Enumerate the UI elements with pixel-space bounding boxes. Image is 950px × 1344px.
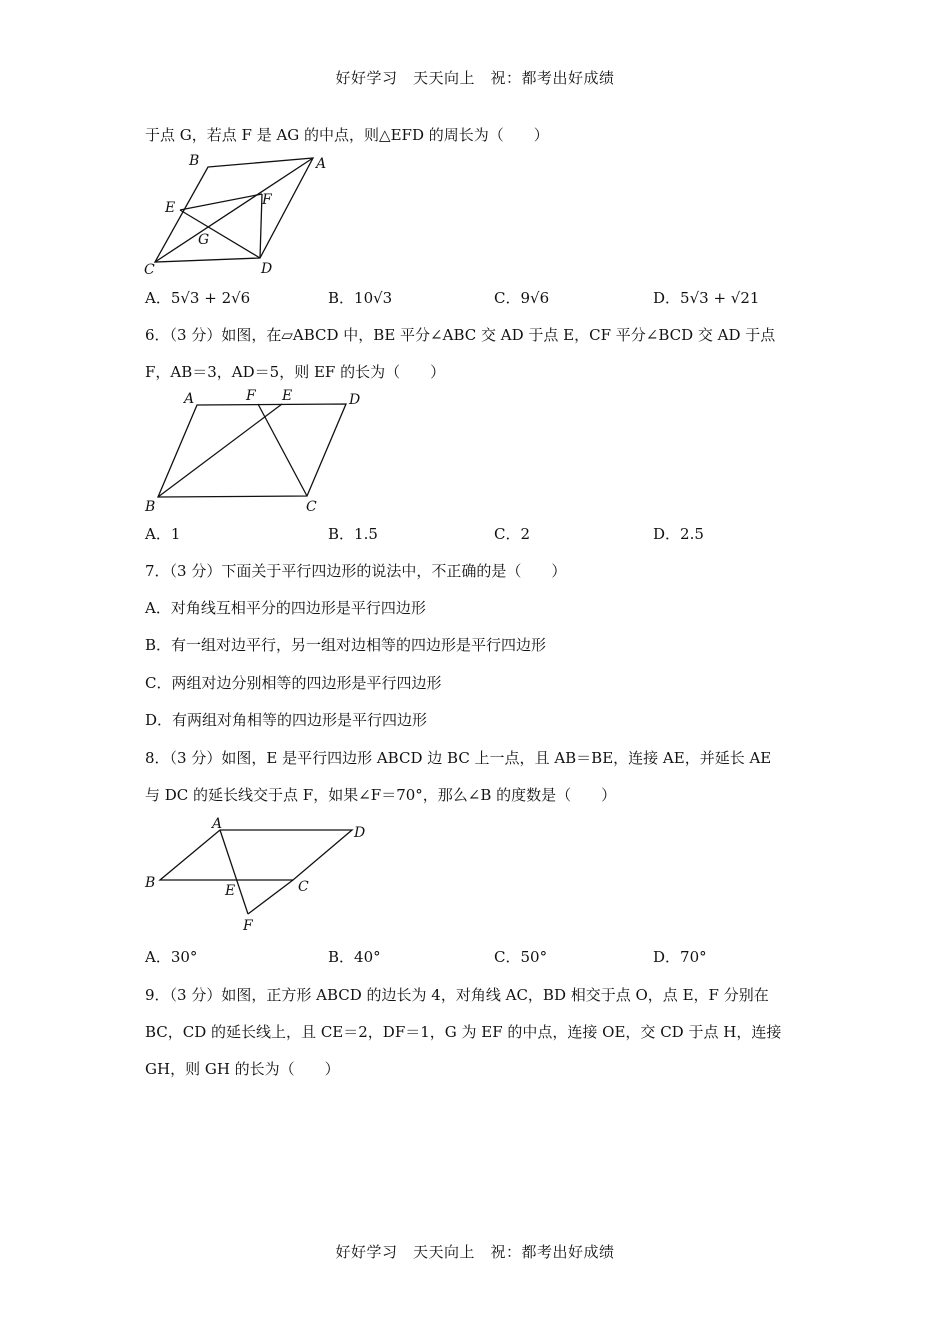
q5-option-d: D．5√3 + √21: [653, 289, 760, 307]
q8-label-b: B: [145, 875, 156, 891]
q5-option-a: A．5√3 + 2√6: [145, 289, 251, 307]
q8-line-2: 与 DC 的延长线交于点 F，如果∠F＝70°，那么∠B 的度数是（ ）: [145, 786, 617, 804]
q8-option-d: D．70°: [653, 948, 707, 966]
q6-option-b: B．1.5: [328, 525, 378, 543]
q8-label-c: C: [298, 879, 309, 895]
q6-label-b: B: [145, 499, 156, 515]
q7-option-d: D．有两组对角相等的四边形是平行四边形: [145, 711, 428, 729]
q5-label-f: F: [262, 192, 272, 208]
q5-label-b: B: [189, 153, 200, 169]
q7-option-a: A．对角线互相平分的四边形是平行四边形: [145, 599, 426, 617]
q8-option-a: A．30°: [145, 948, 198, 966]
q5-stem-tail: 于点 G，若点 F 是 AG 的中点，则△EFD 的周长为（ ）: [145, 126, 549, 144]
q8-option-b: B．40°: [328, 948, 381, 966]
page-footer: 好好学习 天天向上 祝：都考出好成绩: [335, 1243, 615, 1261]
q6-line-2: F，AB＝3，AD＝5，则 EF 的长为（ ）: [145, 363, 446, 381]
q6-option-d: D．2.5: [653, 525, 704, 543]
q8-label-e: E: [225, 883, 236, 899]
q5-label-a: A: [316, 156, 327, 172]
q8-parallelogram: [160, 830, 352, 880]
q8-label-d: D: [354, 825, 366, 841]
q8-option-c: C．50°: [494, 948, 548, 966]
q6-label-e: E: [282, 388, 293, 404]
q6-option-a: A．1: [145, 525, 181, 543]
q6-option-c: C．2: [494, 525, 531, 543]
q8-segment-cf: [248, 880, 293, 914]
q5-label-g: G: [198, 232, 210, 248]
q9-line-1: 9．（3 分）如图，正方形 ABCD 的边长为 4，对角线 AC，BD 相交于点 O，点 E，F 分别在: [145, 986, 769, 1004]
q8-segment-af: [220, 830, 248, 914]
q6-line-1: 6．（3 分）如图，在▱ABCD 中，BE 平分∠ABC 交 AD 于点 E，CF 平分∠BCD 交 AD 于点: [145, 326, 776, 344]
q5-option-c: C．9√6: [494, 289, 550, 307]
q7-option-b: B．有一组对边平行，另一组对边相等的四边形是平行四边形: [145, 636, 547, 654]
q5-option-b: B．10√3: [328, 289, 393, 307]
q5-label-c: C: [144, 262, 155, 278]
q8-label-f: F: [243, 918, 253, 934]
q6-label-d: D: [349, 392, 361, 408]
q5-label-e: E: [165, 200, 176, 216]
q9-line-3: GH，则 GH 的长为（ ）: [145, 1060, 340, 1078]
q6-label-a: A: [184, 391, 195, 407]
q6-label-f: F: [246, 388, 256, 404]
q8-line-1: 8．（3 分）如图，E 是平行四边形 ABCD 边 BC 上一点，且 AB＝BE，连接 AE，并延长 AE: [145, 749, 772, 767]
q9-line-2: BC，CD 的延长线上，且 CE＝2，DF＝1，G 为 EF 的中点，连接 OE，交 CD 于点 H，连接: [145, 1023, 782, 1041]
q8-label-a: A: [212, 816, 223, 832]
q7-option-c: C．两组对边分别相等的四边形是平行四边形: [145, 674, 442, 692]
q6-label-c: C: [306, 499, 317, 515]
q7-stem: 7．（3 分）下面关于平行四边形的说法中，不正确的是（ ）: [145, 562, 567, 580]
page-header: 好好学习 天天向上 祝：都考出好成绩: [335, 69, 615, 87]
q5-label-d: D: [261, 261, 273, 277]
